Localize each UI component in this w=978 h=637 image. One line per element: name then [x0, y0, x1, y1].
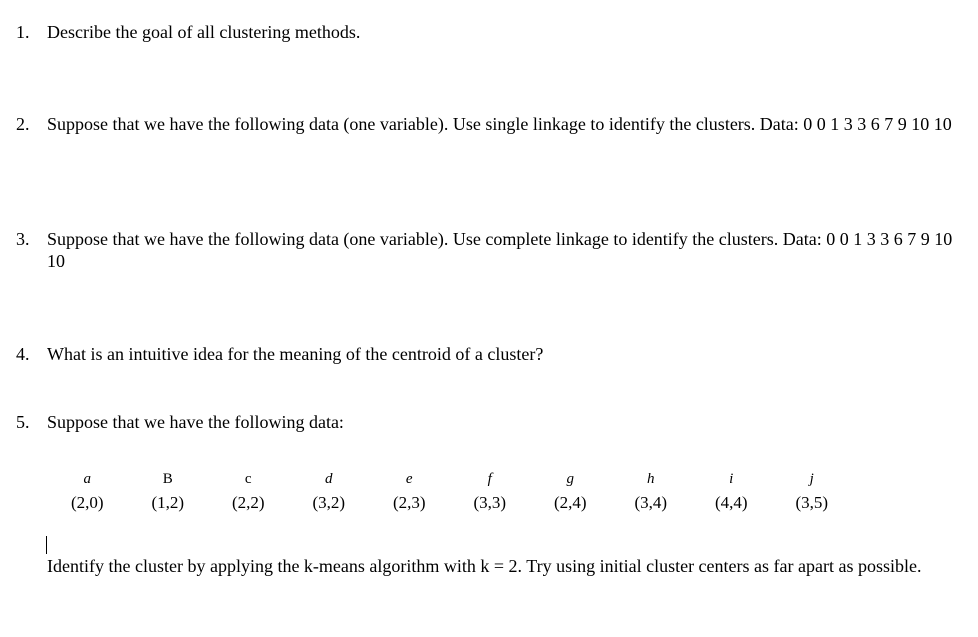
question-1	[16, 21, 966, 43]
question-3	[16, 228, 966, 272]
question-3-text: Suppose that we have the following data (one variable). Use complete linkage to identify the clusters. Data: 0 0 1 3 3 6 7 9 10 10	[47, 229, 953, 271]
point-label: g	[566, 471, 574, 487]
point-label: i	[729, 471, 734, 487]
point-coords: (3,3)	[473, 493, 507, 512]
point-coords: (3,2)	[312, 493, 346, 512]
question-4-number: 4.	[16, 344, 30, 364]
point-coords: (2,2)	[231, 493, 265, 512]
data-points-table	[47, 466, 852, 514]
point-label: e	[405, 471, 413, 487]
question-1-text: Describe the goal of all clustering methods.	[47, 22, 361, 42]
point-coords-row	[47, 492, 852, 514]
question-5-number: 5.	[16, 412, 30, 432]
point-label: B	[162, 471, 173, 487]
point-label: d	[325, 471, 333, 487]
point-label: h	[647, 471, 655, 487]
text-cursor	[46, 536, 47, 554]
question-2-number: 2.	[16, 114, 30, 134]
point-labels-row	[47, 466, 852, 492]
point-label: a	[83, 471, 91, 487]
point-coords: (1,2)	[151, 493, 185, 512]
question-5-text: Suppose that we have the following data:	[47, 412, 344, 432]
point-label: f	[487, 471, 492, 487]
point-coords: (2,0)	[70, 493, 104, 512]
point-coords: (2,3)	[392, 493, 426, 512]
point-coords: (3,4)	[634, 493, 668, 512]
question-4	[16, 343, 966, 365]
question-4-text: What is an intuitive idea for the meaning of the centroid of a cluster?	[47, 344, 544, 364]
question-1-number: 1.	[16, 22, 30, 42]
point-coords: (4,4)	[714, 493, 748, 512]
question-5	[16, 411, 966, 433]
point-label: j	[809, 471, 814, 487]
question-2	[16, 113, 966, 135]
question-5-instruction: Identify the cluster by applying the k-means algorithm with k = 2. Try using initial cluster centers as far apart as possible.	[47, 556, 922, 576]
question-3-number: 3.	[16, 229, 30, 249]
question-2-text: Suppose that we have the following data (one variable). Use single linkage to identify the clusters. Data: 0 0 1 3 3 6 7 9 10 10	[47, 114, 952, 134]
point-coords: (2,4)	[553, 493, 587, 512]
point-label: c	[244, 471, 252, 487]
point-coords: (3,5)	[795, 493, 829, 512]
